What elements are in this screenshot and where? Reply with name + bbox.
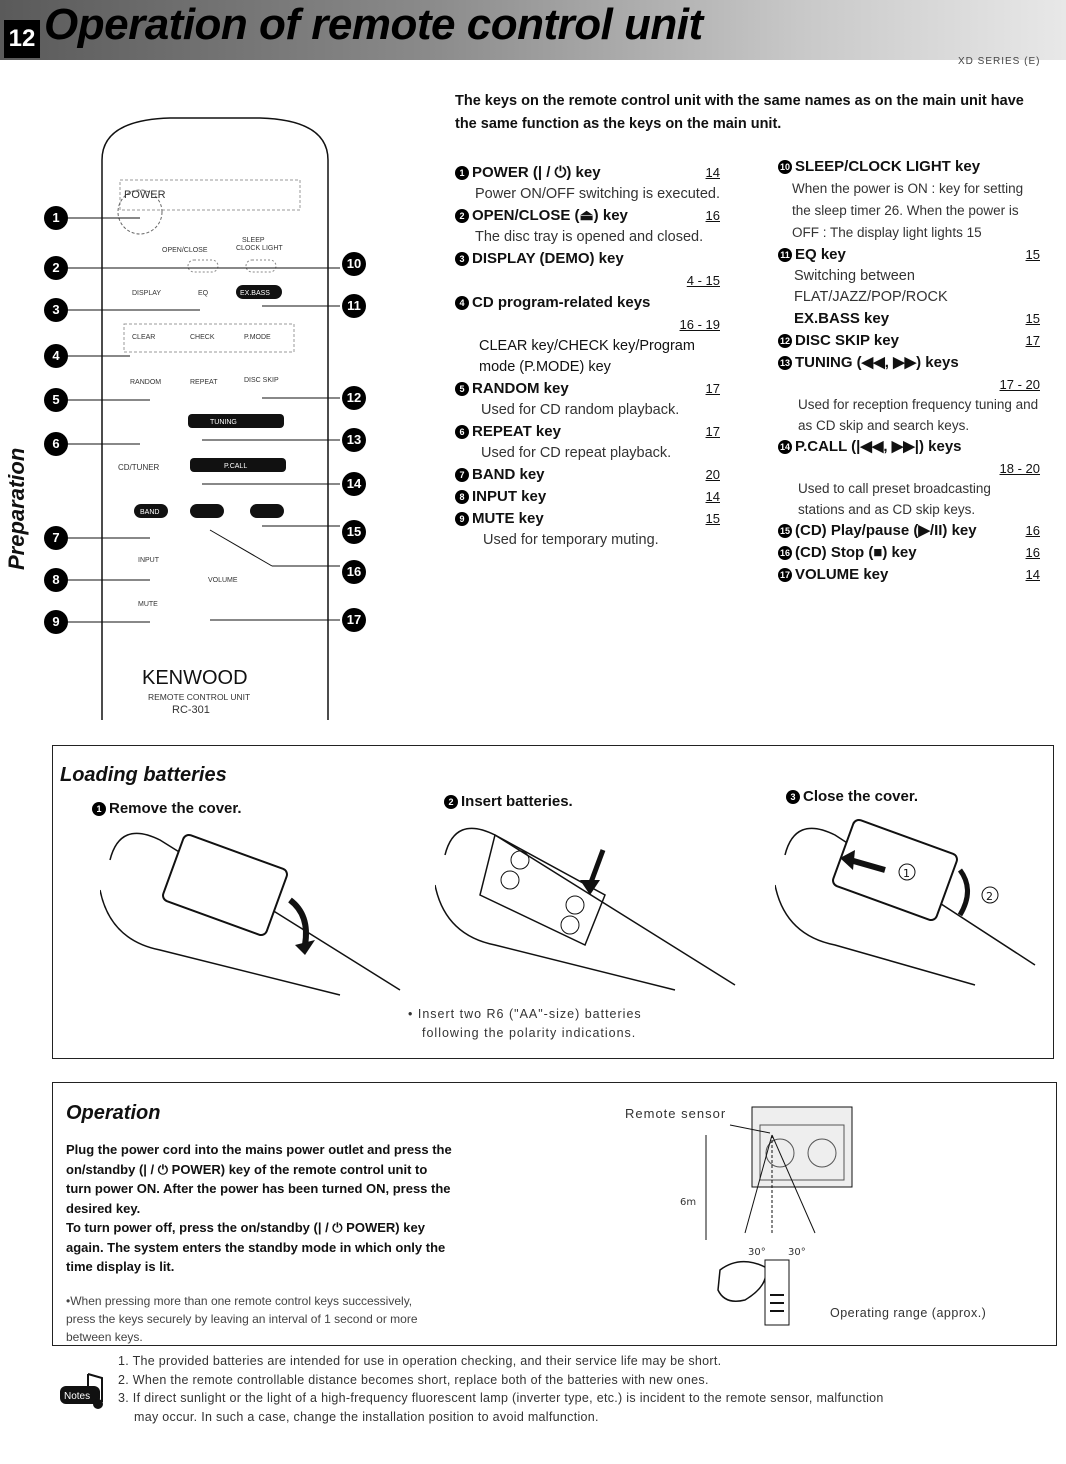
key-page: 17 (705, 381, 720, 396)
key-desc: Used for reception frequency tuning and as CD skip and search keys. (798, 397, 1039, 433)
batteries-note (408, 1005, 642, 1043)
remote-pcall-label: P.CALL (224, 463, 248, 470)
remote-band-label: BAND (140, 509, 160, 516)
callout-15: 15 (342, 520, 366, 544)
remote-exbass-label: EX.BASS (240, 290, 270, 297)
remote-model: RC-301 (172, 704, 210, 716)
callout-10: 10 (342, 252, 366, 276)
key-page: 15 (1025, 311, 1040, 326)
key-num: 8 (455, 490, 469, 504)
remote-tuning-label: TUNING (210, 419, 237, 426)
operation-body (66, 1140, 536, 1277)
key-num: 10 (779, 162, 790, 172)
key-num: 6 (455, 425, 469, 439)
callout-4: 4 (44, 344, 68, 368)
key-item-openclose (455, 205, 720, 227)
key-label: SLEEP/CLOCK LIGHT key (795, 158, 981, 175)
callout-9: 9 (44, 610, 68, 634)
remote-discskip-label: DISC SKIP (244, 377, 279, 384)
callout-5: 5 (44, 388, 68, 412)
key-item-eq (778, 244, 1040, 266)
operating-range-label: Operating range (approx.) (830, 1306, 987, 1320)
page-number: 12 (4, 20, 40, 58)
remote-clear-label: CLEAR (132, 334, 156, 341)
operation-note-line1: •When pressing more than one remote control keys successively, (66, 1294, 413, 1308)
svg-text:2: 2 (986, 890, 993, 903)
key-label: RANDOM key (472, 380, 569, 397)
key-label: TUNING (◀◀, ▶▶) keys (795, 354, 959, 371)
step-text: Remove the cover. (109, 800, 242, 817)
key-page: 17 (1025, 333, 1040, 348)
key-desc: Power ON/OFF switching is executed. (475, 186, 720, 202)
callout-8: 8 (44, 568, 68, 592)
key-num: 1 (455, 166, 469, 180)
key-page: 17 - 20 (999, 377, 1040, 392)
key-item-volume (778, 564, 1040, 586)
operating-range-diagram (670, 1105, 860, 1330)
callout-3: 3 (44, 298, 68, 322)
remote-random-label: RANDOM (130, 379, 162, 386)
key-page: 16 (1025, 545, 1040, 560)
key-item-exbass (778, 308, 1040, 330)
note-item: 3. If direct sunlight or the light of a high-frequency fluorescent lamp (inverter type, etc.) is incident to the remote sensor, malfunction (118, 1391, 884, 1405)
key-item-band (455, 464, 720, 486)
batteries-heading: Loading batteries (60, 764, 227, 786)
key-item-input (455, 486, 720, 508)
key-num: 11 (778, 248, 792, 262)
key-label: P.CALL (|◀◀, ▶▶|) keys (795, 438, 962, 455)
key-num: 17 (779, 570, 790, 580)
key-label: VOLUME key (795, 566, 889, 583)
key-num: 2 (455, 209, 469, 223)
intro-text: The keys on the remote control unit with the same names as on the main unit have the same function as the keys on the main unit. (455, 93, 1024, 132)
key-page: 4 - 15 (686, 273, 720, 288)
battery-step-1: 1 Remove the cover. (92, 800, 242, 817)
key-item-cd-program (455, 292, 720, 314)
key-item-mute (455, 508, 720, 530)
key-item-sleep (778, 156, 1040, 178)
callout-11: 11 (342, 294, 366, 318)
key-item-random (455, 378, 720, 400)
operation-line: on/standby (| / ⏻ POWER) key of the remote control unit to (66, 1161, 428, 1177)
key-label: CD program-related keys (472, 294, 651, 311)
side-tab-label: Preparation (4, 447, 29, 570)
key-desc: The disc tray is opened and closed. (475, 229, 704, 245)
key-desc: Used for CD random playback. (481, 402, 680, 418)
insert-batteries-illustration (435, 815, 755, 995)
key-num: 5 (455, 382, 469, 396)
callout-7: 7 (44, 526, 68, 550)
key-item-power (455, 162, 720, 184)
notes-icon (58, 1372, 112, 1412)
operation-note (66, 1292, 546, 1346)
batteries-note-line2: following the polarity indications. (422, 1026, 637, 1040)
operation-line: turn power ON. After the power has been turned ON, press the (66, 1181, 451, 1196)
remote-cdtuner-label: CD/TUNER (118, 463, 160, 472)
key-num: 15 (779, 526, 790, 536)
batteries-note-line1: • Insert two R6 ("AA"-size) batteries (408, 1007, 642, 1021)
notes-icon-label: Notes (64, 1391, 91, 1402)
series-label: XD SERIES (E) (958, 56, 1041, 67)
key-num: 13 (779, 358, 790, 368)
key-page: 14 (705, 165, 720, 180)
key-page: 17 (705, 424, 720, 439)
side-tab (2, 420, 32, 570)
callout-2: 2 (44, 256, 68, 280)
operation-line: desired key. (66, 1200, 141, 1216)
battery-step-3: 3 Close the cover. (786, 788, 918, 805)
key-item-discskip (778, 330, 1040, 352)
key-item-stop (778, 542, 1040, 564)
angle-right-label: 30° (788, 1247, 806, 1258)
angle-left-label: 30° (748, 1247, 766, 1258)
remote-sensor-label: Remote sensor (625, 1106, 727, 1121)
note-item: may occur. In such a case, change the installation position to avoid malfunction. (134, 1409, 599, 1424)
operation-heading: Operation (66, 1102, 161, 1124)
remote-power-label: POWER (124, 189, 166, 201)
operation-note-line2: press the keys securely by leaving an interval of 1 second or more (66, 1312, 418, 1326)
remote-openclose-label: OPEN/CLOSE (162, 247, 208, 254)
key-page: 16 (705, 208, 720, 223)
callout-13: 13 (342, 428, 366, 452)
key-desc: When the power is ON : key for setting the sleep timer 26. When the power is OFF : The display light lights 15 (792, 181, 1024, 240)
key-num: 4 (455, 296, 469, 310)
key-label: DISPLAY (DEMO) key (472, 250, 624, 267)
remote-subtitle: REMOTE CONTROL UNIT (148, 692, 251, 702)
callout-1: 1 (44, 206, 68, 230)
step-text: Insert batteries. (461, 793, 573, 810)
key-desc: CLEAR key/CHECK key/Program mode (P.MODE) key (479, 338, 695, 375)
operation-line: again. The system enters the standby mode in which only the (66, 1239, 446, 1255)
key-label: OPEN/CLOSE (⏏) key (472, 207, 628, 224)
key-item-pcall (778, 436, 1040, 458)
remote-mute-label: MUTE (138, 601, 158, 608)
key-desc: Used for temporary muting. (483, 532, 659, 548)
key-item-play (778, 520, 1040, 542)
key-page: 15 (1025, 247, 1040, 262)
remote-illustration (40, 110, 380, 730)
note-item: 1. The provided batteries are intended for use in operation checking, and their service life may be short. (118, 1354, 722, 1368)
key-label: (CD) Stop (■) key (795, 544, 917, 561)
remote-brand: KENWOOD (142, 667, 248, 689)
operation-line: Plug the power cord into the mains power outlet and press the (66, 1142, 452, 1157)
key-num: 14 (779, 442, 790, 452)
key-label: REPEAT key (472, 423, 561, 440)
key-page: 14 (1025, 567, 1040, 582)
remove-cover-illustration (100, 820, 420, 1000)
key-page: 20 (705, 467, 720, 482)
key-label: BAND key (472, 466, 545, 483)
key-item-display (455, 248, 720, 270)
key-desc: Switching between FLAT/JAZZ/POP/ROCK (794, 268, 948, 305)
callout-14: 14 (342, 472, 366, 496)
key-page: 16 - 19 (679, 317, 720, 332)
page-title: Operation of remote control unit (44, 0, 703, 49)
remote-pmode-label: P.MODE (244, 334, 271, 341)
key-label: DISC SKIP key (795, 332, 899, 349)
callout-12: 12 (342, 386, 366, 410)
key-num: 12 (779, 336, 790, 346)
remote-sleep-label: SLEEP (242, 237, 265, 244)
key-label: EX.BASS key (794, 310, 890, 327)
battery-step-2: 2 Insert batteries. (444, 793, 573, 810)
key-page: 15 (705, 511, 720, 526)
callout-17: 17 (342, 608, 366, 632)
key-num: 9 (455, 512, 469, 526)
callout-16: 16 (342, 560, 366, 584)
key-num: 7 (455, 468, 469, 482)
callout-6: 6 (44, 432, 68, 456)
notes-list (118, 1352, 1063, 1426)
key-label: INPUT key (472, 488, 547, 505)
remote-repeat-label: REPEAT (190, 379, 218, 386)
remote-check-label: CHECK (190, 334, 215, 341)
key-desc: Used to call preset broadcasting stations and as CD skip keys. (798, 481, 991, 517)
operation-line: To turn power off, press the on/standby (| / ⏻ POWER) key (66, 1220, 425, 1235)
key-page: 14 (705, 489, 720, 504)
step-text: Close the cover. (803, 788, 919, 805)
note-item: 2. When the remote controllable distance becomes short, replace both of the batteries with new ones. (118, 1372, 709, 1387)
key-num: 3 (455, 252, 469, 266)
key-list-left (455, 162, 720, 551)
remote-input-label: INPUT (138, 557, 159, 564)
remote-volume-label: VOLUME (208, 577, 238, 584)
key-label: EQ key (795, 246, 846, 263)
key-num: 16 (779, 548, 790, 558)
key-page: 16 (1025, 523, 1040, 538)
key-page: 18 - 20 (999, 461, 1040, 476)
remote-clocklight-label: CLOCK LIGHT (236, 245, 283, 252)
remote-display-label: DISPLAY (132, 290, 162, 297)
operation-note-line3: between keys. (66, 1330, 143, 1344)
key-label: (CD) Play/pause (▶/II) key (795, 522, 977, 539)
key-desc: Used for CD repeat playback. (481, 445, 672, 461)
key-item-tuning (778, 352, 1040, 374)
key-list-right (778, 156, 1040, 586)
svg-text:1: 1 (903, 867, 910, 880)
distance-label: 6m (680, 1197, 697, 1208)
remote-eq-label: EQ (198, 290, 209, 297)
key-label: MUTE key (472, 510, 544, 527)
close-cover-illustration (775, 815, 1045, 995)
key-label: POWER (| / ⏻) key (472, 164, 601, 181)
operation-line: time display is lit. (66, 1259, 175, 1274)
key-item-repeat (455, 421, 720, 443)
